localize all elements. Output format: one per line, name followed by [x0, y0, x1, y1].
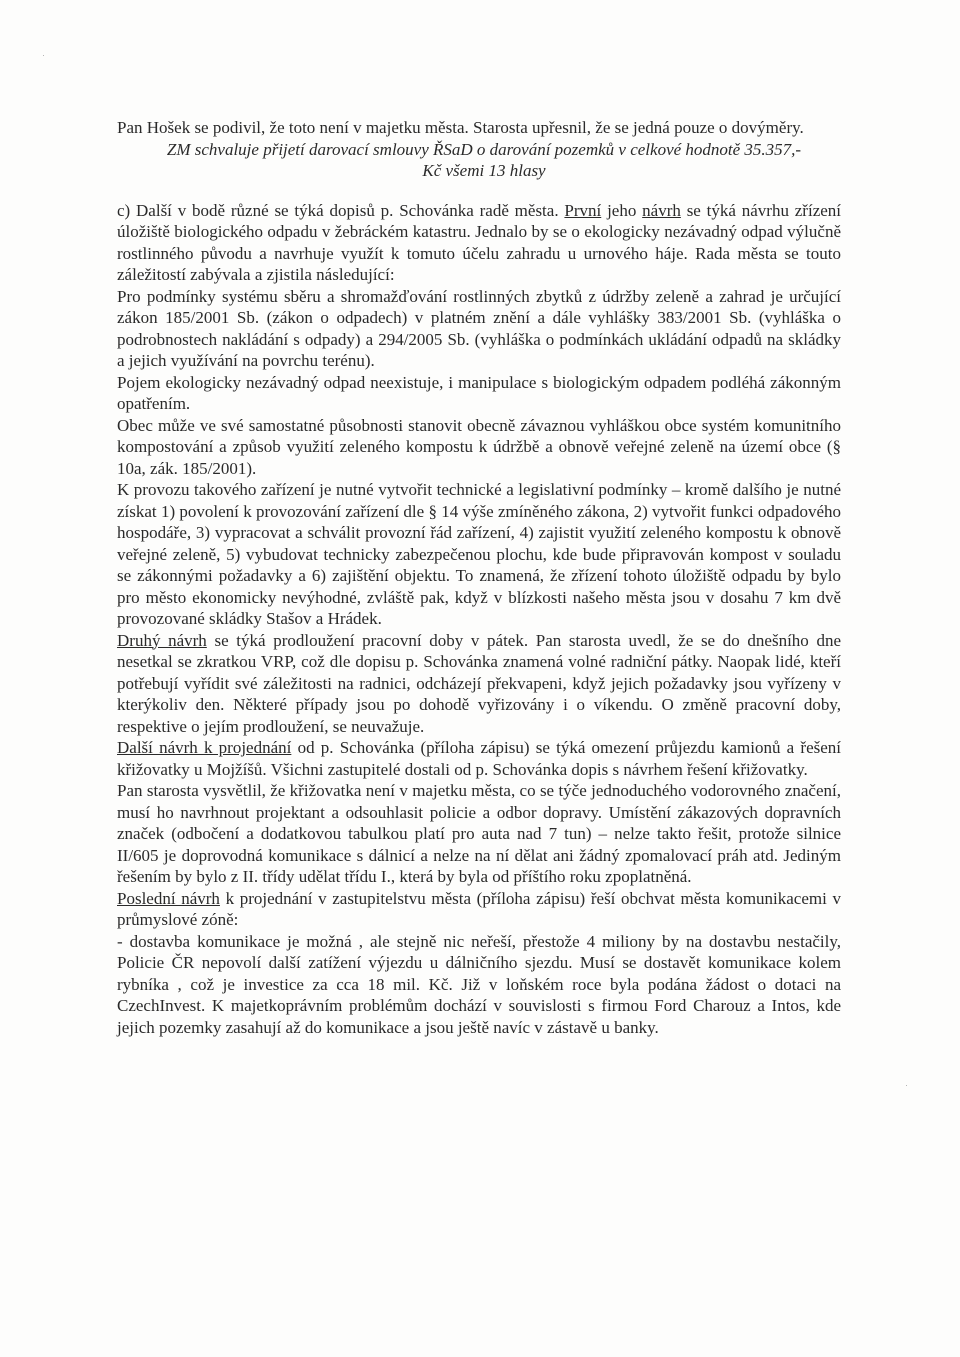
druhy-navrh-label: Druhý návrh: [117, 630, 207, 650]
paragraph-item-c: [117, 200, 841, 286]
posledni-navrh-text: k projednání v zastupitelstvu města (příloha zápisu) řeší obchvat města komunikacemi v průmyslové zóně:: [117, 888, 841, 929]
scan-speck: ·: [905, 1080, 908, 1090]
item-c-navrh-label: návrh: [642, 200, 681, 220]
resolution-line-1: ZM schvaluje přijetí darovací smlouvy ŘSaD o darování pozemků v celkové hodnotě 35.357,-: [166, 139, 802, 159]
spacer: [117, 182, 841, 200]
item-c-mid: jeho: [607, 200, 637, 220]
paragraph-provoz: K provozu takového zařízení je nutné vytvořit technické a legislativní podmínky – kromě dalšího je nutné získat 1) povolení k provozování zařízení dle § 14 výše zmíněného zákona, 2) vytvořit funkci odpadového hospodáře, 3) vypracovat a schválit provozní řád zařízení, 4) zajistit využití zeleného kompostu k obnově veřejné zeleně, 5) vybudovat technicky zabezpečenou plochu, kde bude připravován kompost v souladu se zákonnými požadavky a 6) zajištění objektu. To znamená, že zřízení tohoto úložiště odpadu by bylo pro město ekonomicky nevýhodné, zvláště pak, když v blízkosti našeho města jsou v dosahu 7 km dvě provozované skládky Stašov a Hrádek.: [117, 480, 841, 628]
paragraph-intro: Pan Hošek se podivil, že toto není v majetku města. Starosta upřesnil, že se jedná pouze o dovýměry.: [117, 118, 804, 137]
item-c-rest: se týká návrhu zřízení úložiště biologického odpadu v žebráckém katastru. Jednalo by se o ekologicky nezávadný odpad výlučně rostlinného původu a navrhuje využít k tomuto účelu zahradu u urnového háje. Rada města se touto záležitostí zabývala a zjistila následující:: [117, 200, 842, 284]
scan-speck: ·: [42, 50, 45, 60]
dalsi-navrh-label: Další návrh k projednání: [117, 738, 292, 757]
dalsi-navrh-text: od p. Schovánka (příloha zápisu) se týká omezení průjezdu kamionů a řešení křižovatky u Mojžíšů. Všichni zastupitelé dostali od p. Schovánka dopis s návrhem řešení křižovatky.: [117, 738, 841, 779]
paragraph-posledni-navrh: [117, 888, 841, 931]
paragraph-druhy-navrh: [117, 630, 841, 738]
item-c-first-label: První: [564, 200, 602, 220]
resolution-line-2: Kč všemi 13 hlasy: [422, 161, 546, 180]
druhy-navrh-text: se týká prodloužení pracovní doby v pátek. Pan starosta uvedl, že se do dnešního dne nesetkal se zkratkou VRP, což dle dopisu p. Schovánka znamená volné radniční pátky. Naopak lidé, kteří potřebují vyřídit své záležitosti na radnici, odcházejí překvapeni, když jejich požadavky jsou vyřízeny v kterýkoliv den. Některé případy jsou po dohodě vyřizovány i o víkendu. O změně pracovní doby, respektive o jejím prodloužení, se neuvažuje.: [117, 630, 842, 736]
item-c-start: c) Další v bodě různé se týká dopisů p. Schovánka radě města.: [117, 200, 559, 220]
paragraph-dalsi-navrh: [117, 737, 841, 780]
paragraph-conditions: Pro podmínky systému sběru a shromažďování rostlinných zbytků z údržby zeleně a zahrad je určující zákon 185/2001 Sb. (zákon o odpadech) v platném znění a dále vyhlášky 383/2001 Sb. (vyhláška o podrobnostech nakládání s odpady) a 294/2005 Sb. (vyhláška o podmínkách ukládání odpadů na skládky a jejich využívání na povrchu terénu).: [117, 286, 841, 370]
paragraph-starosta: Pan starosta vysvětlil, že křižovatka není v majetku města, co se týče jednoduchého vodorovného značení, musí ho navrhnout projektant a odsouhlasit policie a odbor dopravy. Umístění zákazových dopravních značek (odbočení a dodatkovou tabulkou platí pro auta nad 7 tun) – nelze takto řešit, protože silnice II/605 je doprovodná komunikace s dálnicí a nelze na ní dělat ani žádný zpomalovací práh atd. Jediným řešením by bylo z II. třídy udělat třídu I., která by byla od příštího roku zpoplatněná.: [117, 781, 841, 886]
posledni-navrh-label: Poslední návrh: [117, 888, 220, 908]
paragraph-dostavba: - dostavba komunikace je možná , ale stejně nic neřeší, přestože 4 miliony by na dostavbu nestačily, Policie ČR nepovolí další zatížení výjezdu u dálničního sjezdu. Musí se dostavět komunikace kolem rybníka , což je investice za cca 18 mil. Kč. Již v loňském roce byla podána žádost o dotaci na CzechInvest. K majetkoprávním problémům dochází v souvislosti s firmou Ford Charouz a Intos, kde jejich pozemky zasahují až do komunikace a jsou ještě navíc v zástavě u banky.: [117, 931, 841, 1037]
document-body: [117, 117, 841, 1038]
paragraph-pojem: Pojem ekologicky nezávadný odpad neexistuje, i manipulace s biologickým odpadem podléhá zákonným opatřením.: [117, 372, 841, 413]
paragraph-obec: Obec může ve své samostatné působnosti stanovit obecně závaznou vyhláškou obce systém komunitního kompostování a způsob využití zeleného kompostu k údržbě a obnově veřejné zeleně na území obce (§ 10a, zák. 185/2001).: [117, 415, 841, 478]
